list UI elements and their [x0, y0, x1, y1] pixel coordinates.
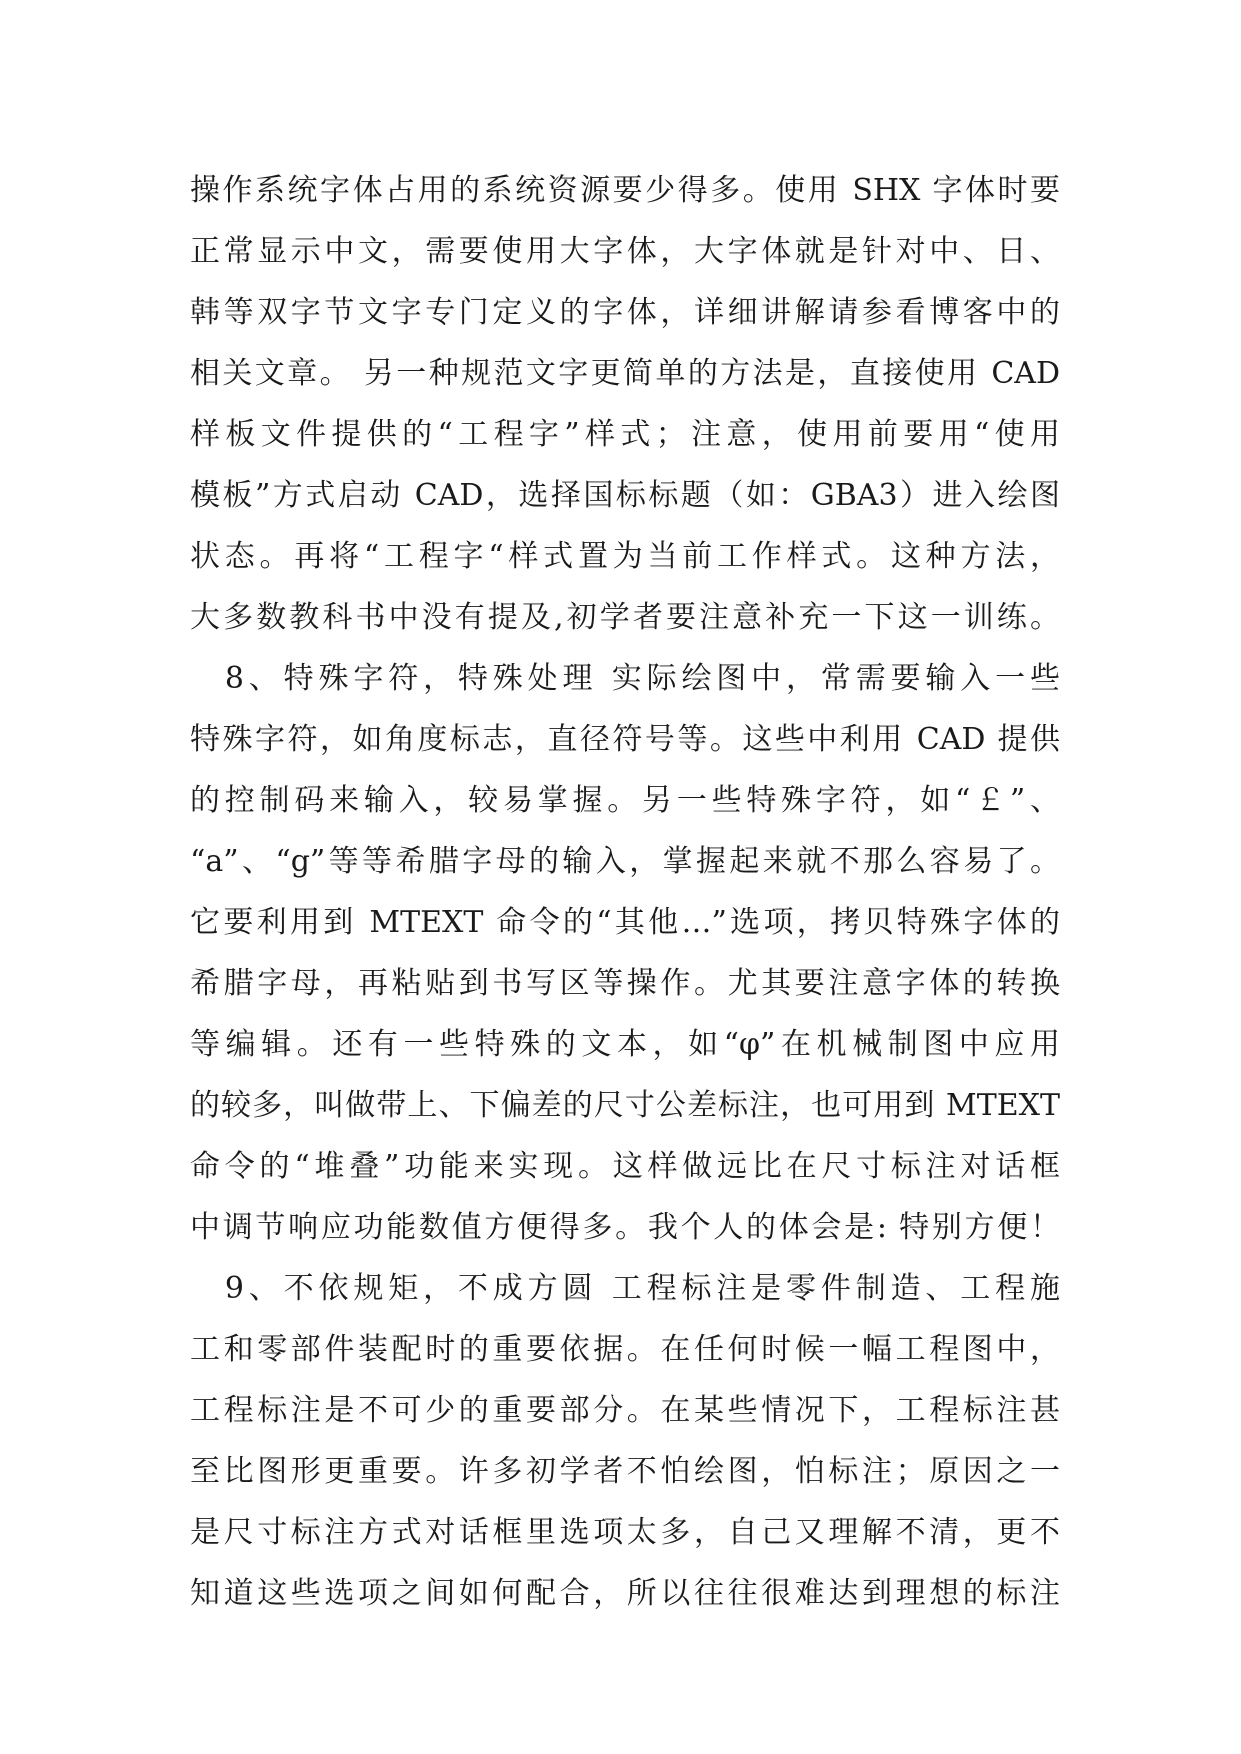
- text-line: 工程标注是不可少的重要部分。在某些情况下，工程标注甚: [190, 1393, 1060, 1428]
- text-line: 模板”方式启动 CAD，选择国标标题（如：GBA3）进入绘图: [190, 478, 1060, 513]
- paragraph-start-line: 8、特殊字符，特殊处理 实际绘图中，常需要输入一些: [190, 661, 1060, 696]
- body-text: [190, 160, 1060, 1624]
- text-line: 状态。再将“工程字“样式置为当前工作样式。这种方法，: [190, 539, 1060, 574]
- text-line: 大多数教科书中没有提及,初学者要注意补充一下这一训练。: [190, 600, 1060, 635]
- text-line: 操作系统字体占用的系统资源要少得多。使用 SHX 字体时要: [190, 173, 1060, 208]
- text-line: 工和零部件装配时的重要依据。在任何时候一幅工程图中，: [190, 1332, 1060, 1367]
- text-line: 知道这些选项之间如何配合，所以往往很难达到理想的标注: [190, 1576, 1060, 1611]
- text-line: “a”、“g”等等希腊字母的输入，掌握起来就不那么容易了。: [190, 844, 1060, 879]
- text-line: 样板文件提供的“工程字”样式；注意，使用前要用“使用: [190, 417, 1060, 452]
- text-line: 中调节响应功能数值方便得多。我个人的体会是: 特别方便！: [190, 1210, 1060, 1245]
- text-line: 是尺寸标注方式对话框里选项太多，自己又理解不清，更不: [190, 1515, 1060, 1550]
- text-line: 它要利用到 MTEXT 命令的“其他…”选项，拷贝特殊字体的: [190, 905, 1060, 940]
- text-line: 韩等双字节文字专门定义的字体，详细讲解请参看博客中的: [190, 295, 1060, 330]
- text-line: 等编辑。还有一些特殊的文本，如“φ”在机械制图中应用: [190, 1027, 1060, 1062]
- paragraph-start-line: 9、不依规矩，不成方圆 工程标注是零件制造、工程施: [190, 1271, 1060, 1306]
- text-line: 命令的“堆叠”功能来实现。这样做远比在尺寸标注对话框: [190, 1149, 1060, 1184]
- text-line: 特殊字符，如角度标志，直径符号等。这些中利用 CAD 提供: [190, 722, 1060, 757]
- text-line: 希腊字母，再粘贴到书写区等操作。尤其要注意字体的转换: [190, 966, 1060, 1001]
- text-line: 的较多，叫做带上、下偏差的尺寸公差标注，也可用到 MTEXT: [190, 1088, 1060, 1123]
- text-line: 的控制码来输入，较易掌握。另一些特殊字符，如“￡”、: [190, 783, 1060, 818]
- text-line: 至比图形更重要。许多初学者不怕绘图，怕标注；原因之一: [190, 1454, 1060, 1489]
- text-line: 正常显示中文，需要使用大字体，大字体就是针对中、日、: [190, 234, 1060, 269]
- text-line: 相关文章。 另一种规范文字更简单的方法是，直接使用 CAD: [190, 356, 1060, 391]
